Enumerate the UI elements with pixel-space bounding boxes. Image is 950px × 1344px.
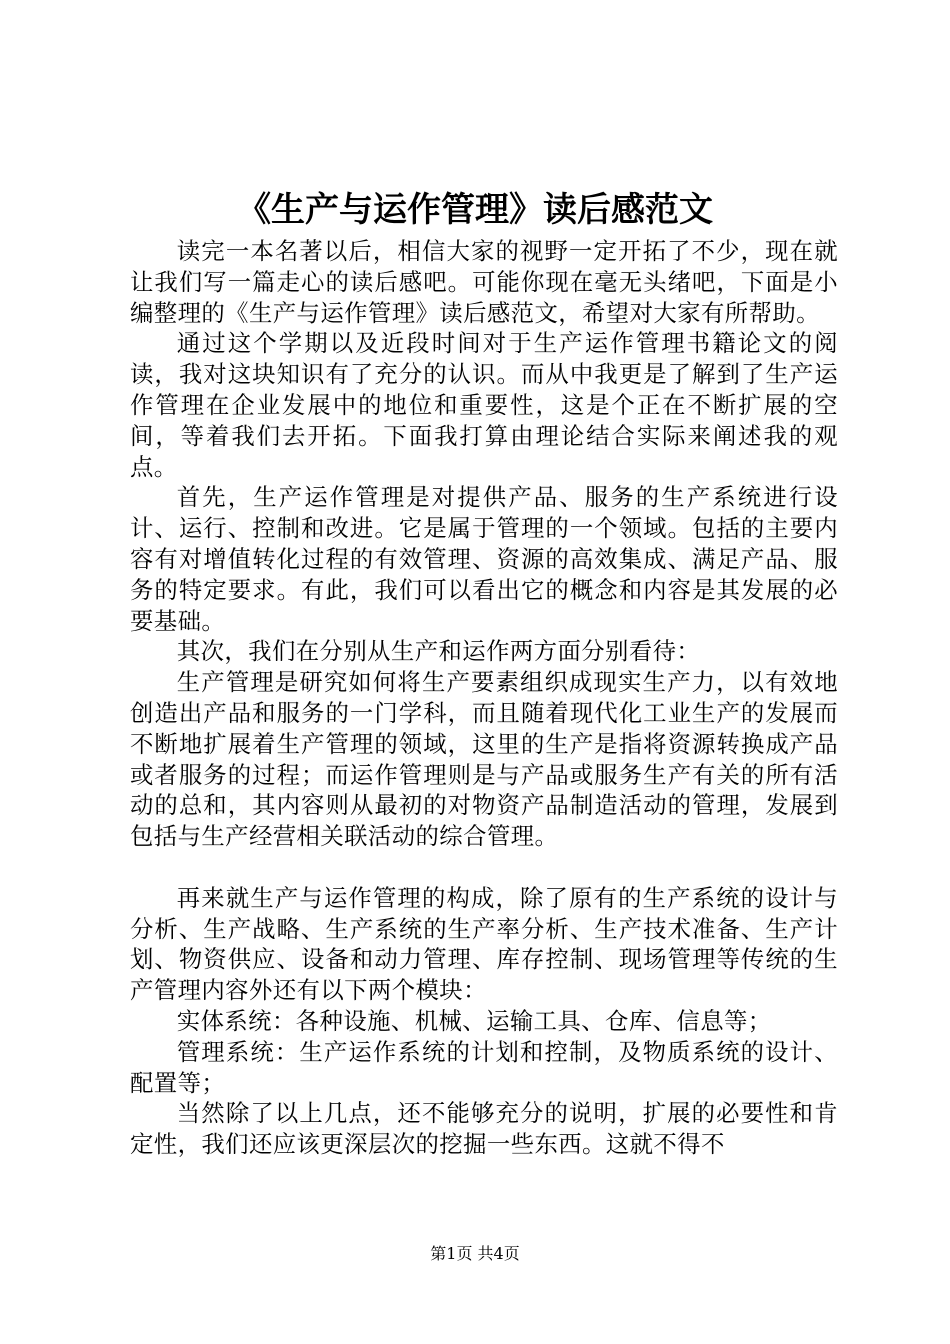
document-title: 《生产与运作管理》读后感范文 bbox=[237, 190, 713, 230]
paragraph: 当然除了以上几点，还不能够充分的说明，扩展的必要性和肯定性，我们还应该更深层次的挖掘一些东西。这就不得不 bbox=[130, 1099, 838, 1159]
paragraph: 再来就生产与运作管理的构成，除了原有的生产系统的设计与分析、生产战略、生产系统的生产率分析、生产技术准备、生产计划、物资供应、设备和动力管理、库存控制、现场管理等传统的生产管理内容外还有以下两个模块： bbox=[130, 883, 838, 1005]
paragraph: 读完一本名著以后，相信大家的视野一定开拓了不少，现在就让我们写一篇走心的读后感吧。可能你现在毫无头绪吧，下面是小编整理的《生产与运作管理》读后感范文，希望对大家有所帮助。 bbox=[130, 237, 838, 327]
page-footer: 第1页 共4页 bbox=[430, 1244, 520, 1263]
paragraph: 生产管理是研究如何将生产要素组织成现实生产力，以有效地创造出产品和服务的一门学科，而且随着现代化工业生产的发展而不断地扩展着生产管理的领域，这里的生产是指将资源转换成产品或者服务的过程；而运作管理则是与产品或服务生产有关的所有活动的总和，其内容则从最初的对物资产品制造活动的管理，发展到包括与生产经营相关联活动的综合管理。 bbox=[130, 668, 838, 851]
paragraph: 实体系统：各种设施、机械、运输工具、仓库、信息等； bbox=[176, 1006, 772, 1035]
paragraph: 通过这个学期以及近段时间对于生产运作管理书籍论文的阅读，我对这块知识有了充分的认识。而从中我更是了解到了生产运作管理在企业发展中的地位和重要性，这是个正在不断扩展的空间，等着我们去开拓。下面我打算由理论结合实际来阐述我的观点。 bbox=[130, 329, 838, 481]
document-body bbox=[130, 236, 838, 1160]
paragraph: 管理系统：生产运作系统的计划和控制，及物质系统的设计、配置等； bbox=[130, 1037, 838, 1097]
paragraph: 首先，生产运作管理是对提供产品、服务的生产系统进行设计、运行、控制和改进。它是属于管理的一个领域。包括的主要内容有对增值转化过程的有效管理、资源的高效集成、满足产品、服务的特定要求。有此，我们可以看出它的概念和内容是其发展的必要基础。 bbox=[130, 483, 838, 635]
paragraph: 其次，我们在分别从生产和运作两方面分别看待： bbox=[176, 637, 701, 666]
